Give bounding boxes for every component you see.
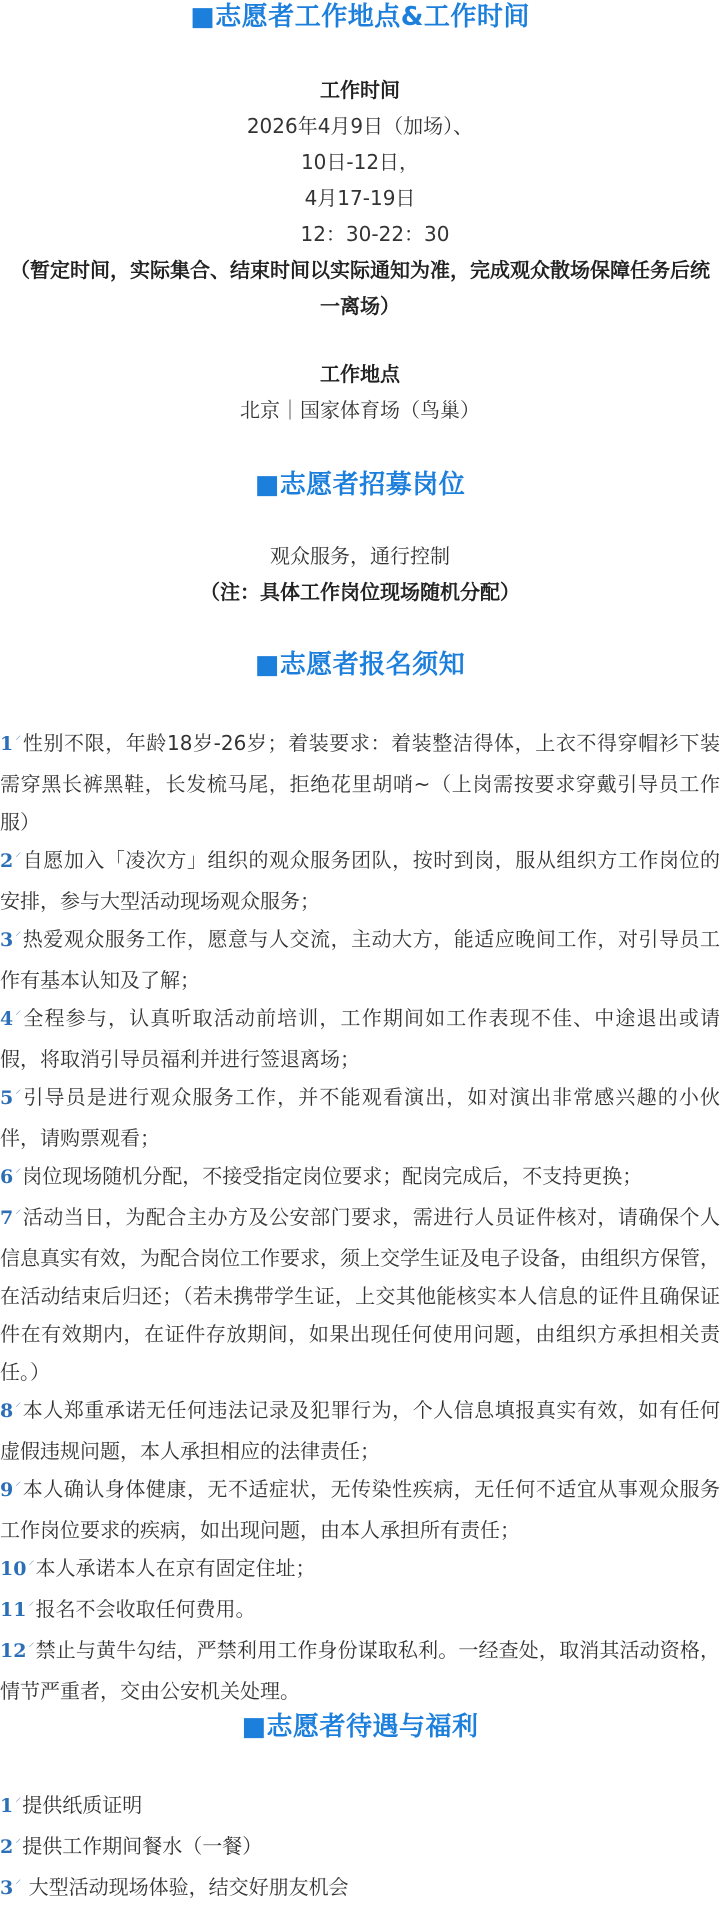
list-item — [0, 1470, 720, 1549]
item-number: 2 — [0, 1836, 14, 1858]
location-heading: 工作地点 — [320, 362, 400, 386]
tick-mark-icon: ⸍ — [15, 1479, 22, 1493]
list-item — [0, 999, 720, 1078]
tick-mark-icon: ⸍ — [15, 1166, 22, 1180]
tick-mark-icon: ⸍ — [15, 850, 22, 864]
list-item — [0, 1590, 720, 1631]
item-text: 禁止与黄牛勾结，严禁利用工作身份谋取私利。一经查处，取消其活动资格，情节严重者，交由公安机关处理。 — [0, 1638, 720, 1703]
item-text: 活动当日，为配合主办方及公安部门要求，需进行人员证件核对，请确保个人信息真实有效，为配合岗位工作要求，须上交学生证及电子设备，由组织方保管，在活动结束后归还；（若未携带学生证，上交其他能核实本人信息的证件且确保证件在有效期内，在证件存放期间，如果出现任何使用问题，由组织方承担相关责任。） — [0, 1205, 720, 1384]
location-text: 北京｜国家体育场（鸟巢） — [240, 398, 480, 422]
list-item — [0, 1868, 720, 1909]
item-text: 全程参与，认真听取活动前培训，工作期间如工作表现不佳、中途退出或请假，将取消引导员福利并进行签退离场； — [0, 1006, 720, 1071]
positions-block — [0, 538, 720, 610]
tick-mark-icon: ⸍ — [28, 1640, 35, 1654]
item-number: 7 — [0, 1207, 14, 1229]
item-number: 8 — [0, 1400, 14, 1422]
tick-mark-icon: ⸍ — [15, 1207, 22, 1221]
tick-mark-icon: ⸍ — [15, 1008, 22, 1022]
item-number: 5 — [0, 1087, 14, 1109]
list-item — [0, 724, 720, 841]
item-number: 2 — [0, 850, 14, 872]
location-block — [0, 356, 720, 428]
list-item — [0, 920, 720, 999]
tick-mark-icon: ⸍ — [15, 1795, 22, 1809]
list-item — [0, 1391, 720, 1470]
tick-mark-icon: ⸍ — [15, 1836, 22, 1850]
work-time-heading: 工作时间 — [320, 78, 400, 102]
tick-mark-icon: ⸍ — [15, 1400, 22, 1414]
item-number: 1 — [0, 733, 14, 755]
item-number: 1 — [0, 1795, 14, 1817]
item-text: 岗位现场随机分配，不接受指定岗位要求；配岗完成后，不支持更换； — [22, 1164, 643, 1188]
list-item — [0, 841, 720, 920]
item-text: 性别不限，年龄18岁-26岁；着装要求：着装整洁得体，上衣不得穿帽衫下装需穿黑长裤黑鞋，长发梳马尾，拒绝花里胡哨~（上岗需按要求穿戴引导员工作服） — [0, 731, 720, 834]
tick-mark-icon: ⸍ — [28, 1599, 35, 1613]
time-line: 10日-12日， — [300, 150, 420, 174]
item-text: 提供纸质证明 — [22, 1793, 143, 1817]
item-number: 3 — [0, 1877, 14, 1899]
item-text: 提供工作期间餐水（一餐） — [22, 1834, 263, 1858]
positions-note: （注：具体工作岗位现场随机分配） — [200, 580, 520, 604]
item-number: 10 — [0, 1558, 27, 1580]
item-number: 12 — [0, 1640, 27, 1662]
list-item — [0, 1157, 720, 1198]
section-title-recruit-positions: ■志愿者招募岗位 — [254, 470, 466, 500]
item-text: 引导员是进行观众服务工作，并不能观看演出，如对演出非常感兴趣的小伙伴，请购票观看； — [0, 1085, 720, 1150]
list-item — [0, 1631, 720, 1710]
item-text: 本人郑重承诺无任何违法记录及犯罪行为，个人信息填报真实有效，如有任何虚假违规问题，本人承担相应的法律责任； — [0, 1398, 720, 1463]
positions-text: 观众服务，通行控制 — [270, 544, 450, 568]
section-title-benefits: ■志愿者待遇与福利 — [241, 1712, 479, 1742]
benefits-list — [0, 1786, 720, 1909]
item-number: 9 — [0, 1479, 14, 1501]
tick-mark-icon: ⸍ — [15, 1877, 22, 1891]
section-title-work-place-time: ■志愿者工作地点&工作时间 — [190, 2, 530, 32]
item-number: 6 — [0, 1166, 14, 1188]
item-number: 3 — [0, 929, 14, 951]
time-line: 4月17-19日 — [304, 186, 416, 210]
list-item — [0, 1078, 720, 1157]
signup-notice-list — [0, 724, 720, 1710]
work-time-block — [0, 72, 720, 324]
item-text: 热爱观众服务工作，愿意与人交流，主动大方，能适应晚间工作，对引导员工作有基本认知及了解； — [0, 927, 720, 992]
list-item — [0, 1198, 720, 1391]
item-number: 4 — [0, 1008, 14, 1030]
item-text: 大型活动现场体验，结交好朋友机会 — [22, 1875, 349, 1899]
tick-mark-icon: ⸍ — [15, 1087, 22, 1101]
item-text: 本人确认身体健康，无不适症状，无传染性疾病，无任何不适宜从事观众服务工作岗位要求的疾病，如出现问题，由本人承担所有责任； — [0, 1477, 720, 1542]
tick-mark-icon: ⸍ — [15, 929, 22, 943]
list-item — [0, 1549, 720, 1590]
section-title-signup-notice: ■志愿者报名须知 — [254, 650, 466, 680]
item-text: 本人承诺本人在京有固定住址； — [35, 1556, 316, 1580]
time-note: （暂定时间，实际集合、结束时间以实际通知为准，完成观众散场保障任务后统一离场） — [10, 258, 710, 318]
item-text: 报名不会收取任何费用。 — [35, 1597, 256, 1621]
list-item — [0, 1827, 720, 1868]
time-line: 2026年4月9日（加场）、 — [246, 114, 474, 138]
item-text: 自愿加入「凌次方」组织的观众服务团队，按时到岗，服从组织方工作岗位的安排，参与大型活动现场观众服务； — [0, 848, 720, 913]
tick-mark-icon: ⸍ — [28, 1558, 35, 1572]
list-item — [0, 1786, 720, 1827]
item-number: 11 — [0, 1599, 27, 1621]
tick-mark-icon: ⸍ — [15, 733, 22, 747]
time-line: 12：30-22：30 — [300, 222, 450, 246]
